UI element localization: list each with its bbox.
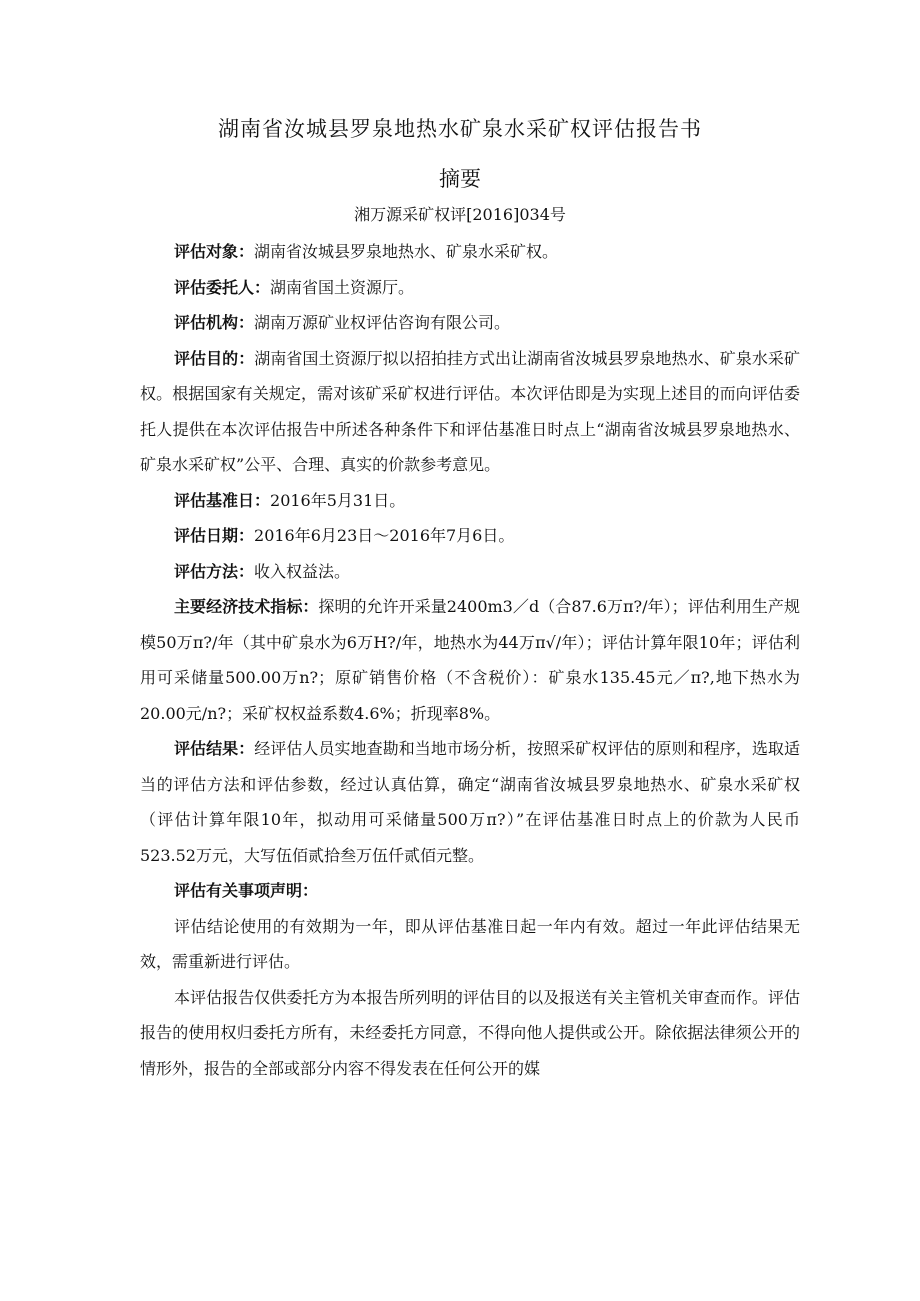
document-number: 湘万源采矿权评[2016]034号 xyxy=(354,205,566,224)
paragraph-agency: 评估机构：湖南万源矿业权评估咨询有限公司。 xyxy=(174,313,511,332)
paragraph-evaluation-date: 评估日期：2016年6月23日～2016年7月6日。 xyxy=(174,526,515,545)
paragraph-statement-heading: 评估有关事项声明： xyxy=(174,881,319,900)
paragraph-indicators: 主要经济技术指标：探明的允许开采量2400m3／d（合87.6万π?/年）；评估利用生产规模50万π?/年（其中矿泉水为6万H?/年，地热水为44万π√/年）；评估计算年限10年；评估利用可采储量500.00万n?；原矿销售价格（不含税价）：矿泉水135.45元／π?,地下热水为20.00元/n?；采矿权权益系数4.6%；折现率8%。 xyxy=(140,597,800,723)
paragraph-base-date: 评估基准日：2016年5月31日。 xyxy=(174,490,406,510)
document-subtitle: 摘要 xyxy=(439,167,481,191)
paragraph-result: 评估结果：经评估人员实地查勘和当地市场分析，按照采矿权评估的原则和程序，选取适当的评估方法和评估参数，经过认真估算，确定“湖南省汝城县罗泉地热水、矿泉水采矿权（评估计算年限10年，拟动用可采储量500万π?）”在评估基准日时点上的价款为人民币523.52万元，大写伍佰贰拾叁万伍仟贰佰元整。 xyxy=(140,739,800,865)
paragraph-purpose: 评估目的：湖南省国土资源厅拟以招拍挂方式出让湖南省汝城县罗泉地热水、矿泉水采矿权。根据国家有关规定，需对该矿采矿权进行评估。本次评估即是为实现上述目的而向评估委托人提供在本次评估报告中所述各种条件下和评估基准日时点上“湖南省汝城县罗泉地热水、矿泉水采矿权”公平、合理、真实的价款参考意见。 xyxy=(140,348,800,474)
paragraph-evaluation-object: 评估对象：湖南省汝城县罗泉地热水、矿泉水采矿权。 xyxy=(174,242,559,261)
paragraph-usage: 本评估报告仅供委托方为本报告所列明的评估目的以及报送有关主管机关审查而作。评估报告的使用权归委托方所有，未经委托方同意，不得向他人提供或公开。除依据法律须公开的情形外，报告的全部或部分内容不得发表在任何公开的媒 xyxy=(140,987,800,1078)
paragraph-validity: 评估结论使用的有效期为一年，即从评估基准日起一年内有效。超过一年此评估结果无效，需重新进行评估。 xyxy=(140,916,800,971)
document-body xyxy=(140,234,800,1086)
paragraph-method: 评估方法：收入权益法。 xyxy=(174,561,351,581)
document-title: 湖南省汝城县罗泉地热水矿泉水采矿权评估报告书 xyxy=(218,117,702,141)
paragraph-client: 评估委托人：湖南省国土资源厅。 xyxy=(174,277,415,297)
